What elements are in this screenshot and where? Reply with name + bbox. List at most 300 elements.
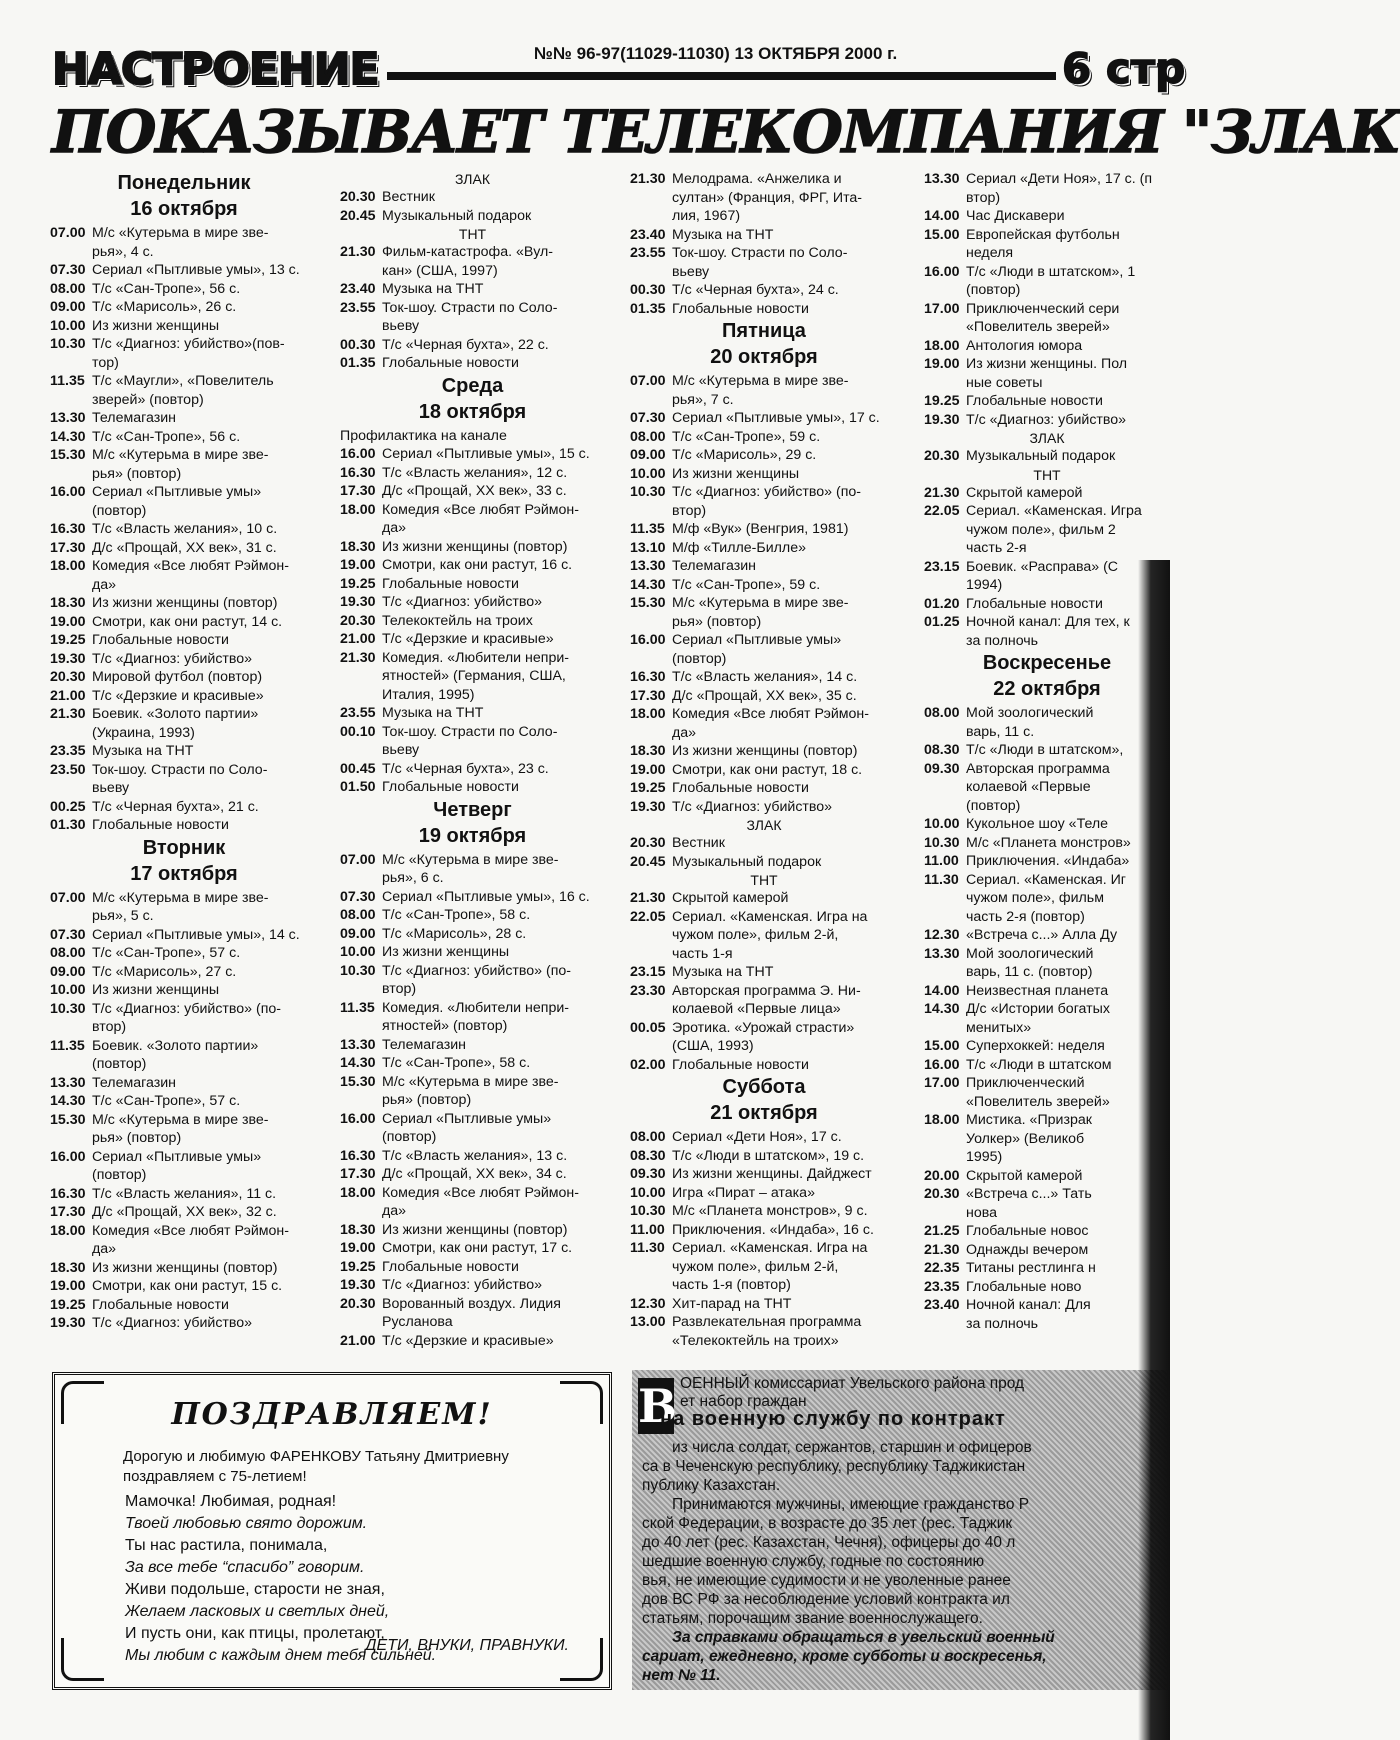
program-item (50, 761, 318, 798)
program-time: 21.00 (50, 687, 86, 704)
program-time (924, 889, 966, 908)
program-item (340, 1147, 605, 1166)
program-item (340, 188, 605, 207)
program-time: 11.30 (924, 871, 959, 888)
program-time: 11.35 (50, 1037, 85, 1054)
program-time: 19.25 (50, 1296, 86, 1313)
date-heading: 19 октября (418, 824, 527, 847)
program-item (630, 761, 898, 780)
scan-edge-shadow (1138, 560, 1170, 1740)
program-list (924, 484, 1170, 651)
date-heading: 20 октября (710, 346, 818, 368)
program-time: 18.30 (50, 595, 86, 611)
program-title: ные советы (966, 374, 1043, 391)
masthead (52, 44, 1186, 95)
program-item (924, 945, 1170, 964)
program-title: Т/с «Черная бухта», 21 с. (92, 798, 259, 815)
program-item (340, 778, 605, 797)
program-time: 09.00 (50, 963, 86, 980)
program-time: 20.00 (924, 1167, 960, 1184)
program-time: 20.30 (340, 612, 376, 629)
program-time (924, 797, 966, 816)
program-time: 20.30 (924, 448, 960, 464)
ornament-corner (61, 1638, 104, 1681)
program-time: 23.40 (630, 226, 666, 243)
program-time: 16.00 (924, 1056, 960, 1073)
program-time: 19.25 (924, 393, 960, 409)
program-item (340, 464, 605, 483)
program-list (630, 834, 898, 871)
notice-line: ет набор граждан (680, 1393, 807, 1410)
program-time: 16.00 (50, 484, 86, 500)
date-heading: 22 октября (993, 678, 1101, 700)
program-time: 09.00 (50, 299, 86, 315)
issue-line: №№ 96-97(11029-11030) 13 ОКТЯБРЯ 2000 г. (530, 44, 901, 64)
channel-label: ЗЛАК (746, 817, 782, 833)
program-title: Телемагазин (382, 1036, 466, 1053)
program-item (50, 372, 318, 409)
program-time: 19.00 (50, 1278, 86, 1294)
program-time: 17.30 (340, 1166, 376, 1182)
program-time: 16.30 (340, 1147, 376, 1164)
program-time: 18.30 (50, 1259, 86, 1276)
poem-line: За все тебе “спасибо” говорим. (125, 1559, 365, 1576)
program-title: (повтор) (966, 797, 1021, 814)
program-item (340, 1239, 605, 1258)
notice-line: ОЕННЫЙ комиссариат Увельского района прод (680, 1375, 1025, 1392)
program-time: 20.30 (50, 669, 86, 685)
program-item (924, 1167, 1170, 1186)
page-number: 6 стр (1056, 44, 1185, 93)
program-time: 22.35 (924, 1260, 960, 1276)
program-item (340, 538, 605, 557)
program-time: 15.30 (50, 1111, 86, 1128)
program-title: Т/с «Власть желания», 11 с. (92, 1185, 277, 1202)
program-time: 13.30 (924, 945, 960, 962)
program-title: Ворованный воздух. Лидия Русланова (382, 1295, 561, 1330)
program-time: 23.40 (340, 281, 376, 297)
program-item (340, 888, 605, 907)
program-item (924, 760, 1170, 779)
program-item (924, 374, 1170, 393)
program-item (630, 908, 898, 964)
program-time: 17.30 (340, 483, 376, 499)
program-time: 13.10 (630, 539, 666, 556)
program-item (924, 723, 1170, 742)
program-title: варь, 11 с. (966, 723, 1035, 740)
program-title: М/с «Кутерьма в мире зве- рья» (повтор) (92, 1111, 269, 1146)
program-title: Т/с «Марисоль», 28 с. (382, 925, 527, 942)
program-item (50, 483, 318, 520)
program-time (924, 963, 966, 982)
program-title: Музыка на ТНТ (672, 226, 774, 243)
program-time: 19.30 (340, 594, 376, 610)
program-item (924, 889, 1170, 908)
program-time (924, 244, 966, 263)
program-time: 17.30 (630, 687, 666, 704)
program-title: Антология юмора (966, 337, 1083, 354)
program-item (50, 224, 318, 261)
program-list (50, 224, 318, 835)
program-time: 23.55 (340, 299, 376, 316)
program-title: Т/с «Власть желания», 14 с. (672, 669, 858, 685)
program-time: 23.35 (50, 743, 86, 759)
program-title: Глобальные новости (966, 393, 1103, 409)
program-time: 18.30 (630, 743, 666, 759)
program-item (50, 1074, 318, 1093)
program-time: 20.30 (340, 1295, 376, 1312)
program-item (50, 963, 318, 982)
program-title: Телемагазин (92, 1074, 176, 1091)
program-time: 14.30 (50, 1093, 86, 1109)
program-title: Сериал «Пытливые умы», 13 с. (92, 262, 300, 278)
program-time: 19.25 (340, 575, 376, 592)
program-time: 13.30 (630, 558, 666, 574)
program-item (630, 982, 898, 1019)
program-item (924, 632, 1170, 651)
program-title: Смотри, как они растут, 14 с. (92, 613, 283, 630)
program-item (340, 501, 605, 538)
program-title: Комедия. «Любители непри- ятностей» (Германия, США, Италия, 1995) (382, 649, 569, 703)
program-title: «Повелитель зверей» (966, 1093, 1110, 1110)
program-title: Сериал «Пытливые умы» (повтор) (92, 1148, 262, 1183)
program-title: Сериал. «Каменская. Игра (966, 503, 1142, 519)
program-title: Авторская программа (966, 760, 1110, 777)
program-list (924, 170, 1170, 429)
program-title: Т/с «Люди в штатском», (966, 742, 1124, 758)
notice-headline: на военную службу по контракт (660, 1408, 1006, 1430)
program-title: Сериал «Пытливые умы» (повтор) (382, 1110, 552, 1145)
military-notice (632, 1370, 1170, 1690)
program-time: 23.15 (630, 964, 666, 980)
program-time: 10.30 (924, 834, 960, 851)
program-time: 19.00 (630, 761, 666, 778)
program-item (630, 1295, 898, 1314)
program-time: 08.00 (50, 945, 86, 961)
program-time: 18.00 (340, 501, 376, 518)
program-time (924, 778, 966, 797)
program-time: 00.30 (630, 282, 666, 298)
program-title: Мой зоологический (966, 945, 1094, 962)
program-time (924, 1148, 966, 1167)
poem-line: И пусть они, как птицы, пролетают, (125, 1625, 385, 1642)
program-title: Глобальные новости (966, 595, 1103, 612)
program-title: Из жизни женщины (повтор) (92, 1259, 278, 1276)
program-title: Титаны рестлинга н (966, 1260, 1096, 1276)
column-3 (630, 170, 898, 1350)
headline: ПОКАЗЫВАЕТ ТЕЛЕКОМПАНИЯ "ЗЛАК (52, 98, 1400, 166)
program-title: Т/с «Марисоль», 29 с. (672, 447, 817, 463)
program-item (340, 760, 605, 779)
program-title: Т/с «Сан-Тропе», 59 с. (672, 576, 821, 593)
program-time: 11.35 (630, 521, 665, 537)
program-item (340, 299, 605, 336)
program-title: Глобальные новости (672, 1056, 809, 1073)
program-item (340, 649, 605, 705)
program-item (924, 1019, 1170, 1038)
program-time: 14.30 (630, 576, 666, 593)
program-time: 19.00 (340, 557, 376, 573)
program-time (924, 576, 966, 595)
program-item (50, 1037, 318, 1074)
program-title: Смотри, как они растут, 15 с. (92, 1278, 283, 1294)
program-item (924, 1130, 1170, 1149)
program-list (630, 1128, 898, 1350)
channel-label: ЗЛАК (1029, 430, 1065, 446)
program-title: Музыка на ТНТ (92, 743, 194, 759)
program-title: Т/с «Власть желания», 10 с. (92, 521, 278, 537)
program-title: Д/с «Прощай, XX век», 35 с. (672, 687, 857, 704)
program-title: Музыка на ТНТ (672, 964, 774, 980)
program-title: Глобальные новости (92, 817, 229, 833)
program-title: Кукольное шоу «Теле (966, 816, 1109, 832)
program-title: Телемагазин (672, 558, 756, 574)
program-time: 18.00 (924, 1112, 960, 1128)
program-time: 11.00 (630, 1221, 665, 1238)
program-item (630, 226, 898, 245)
program-item (924, 189, 1170, 208)
program-title: чужом поле», фильм (966, 890, 1104, 906)
date-heading: 18 октября (418, 400, 527, 423)
program-item (924, 355, 1170, 374)
program-time: 23.30 (630, 982, 666, 999)
program-time: 16.00 (630, 632, 666, 648)
program-time (924, 539, 966, 558)
program-title: Скрытой камерой (672, 890, 789, 906)
program-item (50, 668, 318, 687)
program-time: 16.00 (50, 1148, 86, 1165)
program-item (340, 1258, 605, 1277)
program-time: 01.35 (340, 355, 376, 371)
program-item (924, 447, 1170, 466)
program-list (924, 704, 1170, 1333)
program-item (50, 280, 318, 299)
program-time: 01.30 (50, 817, 86, 833)
congrats-intro: Дорогую и любимую ФАРЕНКОВУ Татьяну Дмитриевну поздравляем с 75-летием! (123, 1448, 509, 1485)
program-time: 19.30 (630, 798, 666, 815)
program-item (924, 207, 1170, 226)
program-title: Комедия «Все любят Рэймон- да» (382, 501, 579, 536)
channel-label: ЗЛАК (455, 171, 490, 187)
program-time: 23.40 (924, 1297, 960, 1313)
program-title: Хит-парад на ТНТ (672, 1295, 792, 1312)
program-time: 21.00 (340, 631, 376, 647)
program-title: Глобальные новос (966, 1223, 1089, 1239)
program-title: Смотри, как они растут, 18 с. (672, 761, 863, 778)
column-2 (340, 170, 605, 1350)
program-title: Боевик. «Расправа» (С (966, 558, 1119, 575)
program-item (630, 244, 898, 281)
program-item (630, 1128, 898, 1147)
program-item (340, 593, 605, 612)
program-time: 19.30 (50, 1315, 86, 1331)
program-item (340, 1221, 605, 1240)
program-time: 21.30 (340, 649, 376, 666)
program-title: Сериал «Пытливые умы» (повтор) (672, 632, 842, 667)
program-item (50, 742, 318, 761)
program-title: Т/с «Черная бухта», 22 с. (382, 336, 549, 353)
program-item (50, 1296, 318, 1315)
program-time: 19.25 (50, 632, 86, 648)
program-title: М/с «Кутерьма в мире зве- рья» (повтор) (382, 1073, 559, 1108)
program-title: часть 2-я (966, 540, 1027, 556)
program-time: 13.00 (630, 1314, 666, 1330)
program-time: 19.00 (50, 613, 86, 630)
program-item (924, 392, 1170, 411)
program-title: Глобальные новости (382, 355, 519, 371)
program-title: Скрытой камерой (966, 484, 1083, 501)
program-time: 07.00 (630, 373, 666, 389)
program-time: 23.50 (50, 761, 86, 778)
program-title: Приключенческий сери (966, 300, 1120, 317)
program-time (924, 723, 966, 742)
program-time: 21.30 (630, 171, 666, 187)
program-title: Т/с «Дерзкие и красивые» (92, 687, 264, 704)
program-title: Вестник (672, 835, 725, 851)
program-item (340, 336, 605, 355)
program-item (340, 207, 605, 226)
program-title: М/с «Кутерьма в мире зве- рья», 4 с. (92, 225, 269, 260)
program-time: 16.00 (924, 263, 960, 280)
program-item (924, 1222, 1170, 1241)
program-time: 07.30 (340, 888, 376, 905)
program-item (340, 1110, 605, 1147)
program-title: М/с «Кутерьма в мире зве- рья» (повтор) (92, 447, 269, 482)
program-title: Приключения. «Индаба», 16 с. (672, 1221, 874, 1238)
program-time: 20.45 (340, 207, 376, 224)
program-time: 23.55 (630, 245, 666, 261)
program-title: варь, 11 с. (повтор) (966, 964, 1093, 980)
program-item (630, 483, 898, 520)
program-time: 11.30 (630, 1240, 665, 1256)
program-item (630, 1056, 898, 1075)
program-title: Из жизни женщины. Дайджест (672, 1166, 872, 1182)
program-item (50, 1277, 318, 1296)
program-item (924, 1204, 1170, 1223)
program-item (340, 906, 605, 925)
program-time (924, 1093, 966, 1112)
program-time: 13.30 (340, 1036, 376, 1053)
program-time: 02.00 (630, 1056, 666, 1073)
program-item (340, 482, 605, 501)
program-item (50, 317, 318, 336)
program-item (50, 798, 318, 817)
program-title: Телемагазин (92, 410, 176, 426)
program-title: Смотри, как они растут, 16 с. (382, 557, 573, 573)
program-time: 09.00 (340, 925, 376, 942)
program-title: Телекоктейль на троих (382, 612, 533, 629)
program-title: Т/с «Диагноз: убийство» (по- втор) (672, 484, 862, 519)
program-item (924, 1056, 1170, 1075)
program-title: Д/с «Прощай, XX век», 34 с. (382, 1166, 567, 1182)
program-title: Эротика. «Урожай страсти» (США, 1993) (672, 1019, 855, 1054)
program-time: 12.30 (630, 1295, 666, 1312)
program-item (630, 668, 898, 687)
program-time: 10.00 (630, 1184, 666, 1201)
program-time (924, 189, 966, 208)
program-title: М/с «Планета монстров», 9 с. (672, 1203, 868, 1219)
program-time: 07.00 (50, 225, 86, 241)
program-title: Ночной канал: Для (966, 1297, 1091, 1313)
program-item (924, 797, 1170, 816)
program-title: за полночь (966, 1315, 1039, 1332)
program-title: Т/с «Сан-Тропе», 57 с. (92, 945, 241, 961)
program-item (340, 280, 605, 299)
program-item (50, 261, 318, 280)
program-title: нова (966, 1204, 997, 1221)
program-time: 19.30 (924, 411, 960, 428)
column-4 (924, 170, 1170, 1333)
program-time: 00.45 (340, 760, 376, 777)
program-item (630, 1221, 898, 1240)
program-item (50, 428, 318, 447)
poem-line: Твоей любовью свято дорожим. (125, 1515, 368, 1532)
program-time: 15.30 (630, 595, 666, 611)
program-item (50, 557, 318, 594)
program-title: Из жизни женщины. Пол (966, 356, 1128, 372)
program-time: 14.30 (924, 1001, 960, 1017)
program-title: Из жизни женщины (повтор) (672, 743, 858, 759)
program-item (630, 1019, 898, 1056)
program-item (50, 335, 318, 372)
program-time (924, 1204, 966, 1223)
program-item (340, 556, 605, 575)
program-title: Из жизни женщины (92, 982, 220, 998)
program-item (924, 1148, 1170, 1167)
program-item (630, 1313, 898, 1350)
program-time: 07.30 (50, 262, 86, 278)
program-item (50, 409, 318, 428)
program-item (630, 1165, 898, 1184)
program-item (924, 613, 1170, 632)
program-item (340, 999, 605, 1036)
program-title: Глобальные новости (672, 300, 809, 317)
program-title: за полночь (966, 632, 1039, 649)
channel-label: ТНТ (1033, 466, 1061, 483)
program-title: Т/с «Люди в штатском», 19 с. (672, 1147, 865, 1164)
program-time: 18.00 (50, 1222, 86, 1239)
program-time: 01.35 (630, 300, 666, 317)
congrats-title: ПОЗДРАВЛЯЕМ! (171, 1397, 493, 1432)
program-item (924, 411, 1170, 430)
program-title: Д/с «Прощай, XX век», 33 с. (382, 483, 567, 499)
program-time: 00.25 (50, 798, 86, 815)
program-title: Сериал «Дети Ноя», 17 с. (672, 1129, 842, 1145)
program-title: Из жизни женщины (повтор) (382, 538, 568, 555)
program-item (340, 943, 605, 962)
program-time: 07.00 (340, 851, 376, 868)
program-item (50, 816, 318, 835)
drop-cap: В (638, 1379, 677, 1433)
program-title: М/с «Кутерьма в мире зве- рья» (повтор) (672, 595, 849, 630)
program-title: Глобальные новости (672, 780, 809, 796)
program-title: неделя (966, 245, 1014, 261)
program-title: Т/с «Черная бухта», 24 с. (672, 282, 839, 298)
program-item (924, 1074, 1170, 1093)
program-title: Т/с «Черная бухта», 23 с. (382, 760, 549, 777)
notice-paragraph: из числа солдат, сержантов, старшин и офицеров са в Чеченскую республику, республику Таджикистан публику Казахстан. (642, 1439, 1032, 1494)
channel-label: ТНТ (458, 226, 487, 242)
program-item (630, 853, 898, 872)
channel-label: ТНТ (750, 872, 778, 888)
program-item (50, 944, 318, 963)
program-item (50, 1222, 318, 1259)
program-title: Т/с «Сан-Тропе», 57 с. (92, 1093, 241, 1109)
program-item (924, 558, 1170, 577)
day-heading: Пятница (722, 320, 806, 342)
program-item (924, 244, 1170, 263)
program-time: 20.45 (630, 853, 666, 870)
